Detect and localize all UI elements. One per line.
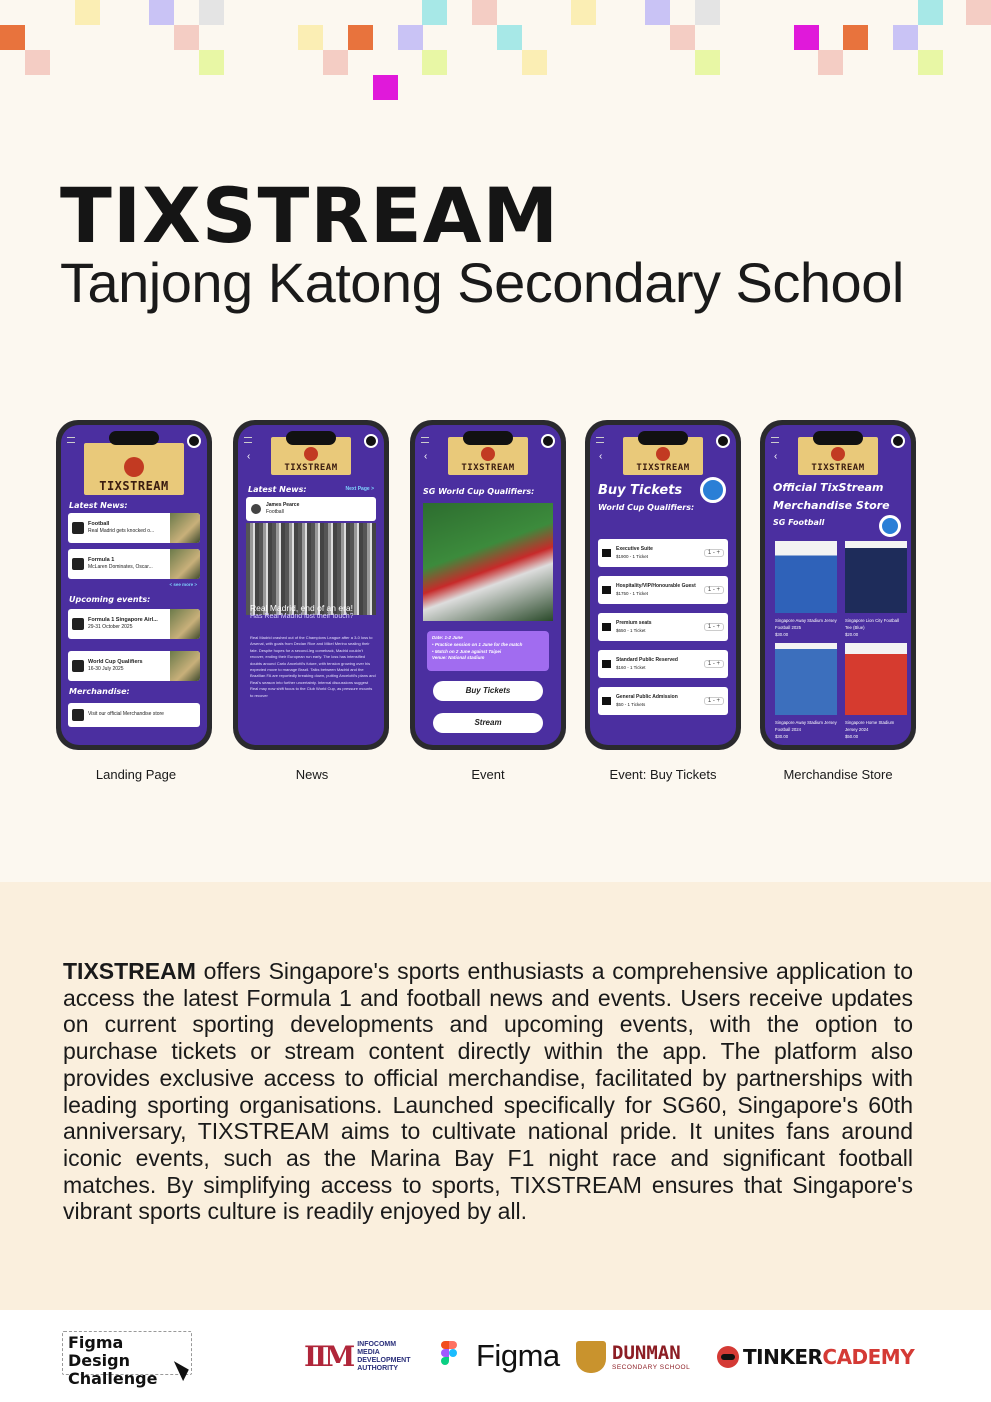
event-card-formula1[interactable]: Formula 1 Singapore Airl... 29-31 October 2025	[68, 609, 200, 639]
phone-merch	[760, 420, 916, 750]
app-logo: TIXSTREAM	[271, 437, 351, 475]
event-thumbnail	[170, 651, 200, 681]
trophy-icon	[72, 660, 84, 672]
article-author: James Pearce Football	[246, 497, 376, 521]
product-card[interactable]: Singapore Home Stadium Jersey 2024 $50.00	[845, 643, 907, 741]
news-screen	[238, 425, 384, 745]
menu-icon[interactable]	[421, 437, 429, 443]
menu-icon[interactable]	[244, 437, 252, 443]
figma-wordmark: Figma	[476, 1338, 560, 1373]
menu-icon[interactable]	[596, 437, 604, 443]
ticket-row: Hospitality/VIP/Honourable Guest $1750 - 1 Ticket 1 - +	[598, 576, 728, 604]
product-card[interactable]: Singapore Away Stadium Jersey Football 2025 $30.00	[775, 541, 837, 639]
menu-icon[interactable]	[67, 437, 75, 443]
football-icon	[72, 522, 84, 534]
merchandise-heading: Merchandise:	[69, 687, 130, 696]
buy-tickets-button[interactable]: Buy Tickets	[433, 681, 543, 701]
ticket-row: Premium seats $650 - 1 Ticket 1 - +	[598, 613, 728, 641]
buy-tickets-screen	[590, 425, 736, 745]
back-icon[interactable]: ‹	[774, 451, 778, 462]
product-card[interactable]: Singapore Away Stadium Jersey Football 2024 $30.00	[775, 643, 837, 741]
back-icon[interactable]: ‹	[424, 451, 428, 462]
quantity-stepper[interactable]: 1 - +	[704, 697, 724, 705]
quantity-stepper[interactable]: 1 - +	[704, 586, 724, 594]
merch-heading-2: Merchandise Store	[773, 499, 890, 512]
basketball-icon	[481, 447, 495, 461]
landing-screen	[61, 425, 207, 745]
app-logo: TIXSTREAM	[84, 443, 184, 495]
product-image	[845, 541, 907, 613]
event-image	[423, 503, 553, 621]
phone-notch	[109, 431, 159, 445]
caption-merch: Merchandise Store	[783, 767, 893, 782]
product-image	[775, 541, 837, 613]
upcoming-events-heading: Upcoming events:	[69, 595, 151, 604]
ticket-row: General Public Admission $50 - 1 Tickets 1 - +	[598, 687, 728, 715]
account-icon[interactable]	[891, 434, 905, 448]
latest-news-heading: Latest News:	[69, 501, 128, 510]
page-title: TIXSTREAM	[60, 171, 560, 260]
quantity-stepper[interactable]: 1 - +	[704, 549, 724, 557]
article-image	[246, 523, 376, 615]
news-thumbnail	[170, 549, 200, 579]
back-icon[interactable]: ‹	[599, 451, 603, 462]
phone-notch	[813, 431, 863, 445]
article-body: Real Madrid crashed out of the Champions League after a 3-0 loss to Arsenal, with goals from Declan Rice and Mikel Merino sealing their fate. Despite hopes for a second-leg comeback, Madrid couldn't recover, ending their European run early. The loss has intensified doubts around Carlo Ancelotti's future, with tension growing over his expected move to manage Brazil. Talks between Madrid and the Brazilian FA are reportedly breaking down, putting Ancelotti's plans and Real's season into further uncertainty. Internal discussions suggest Real may now shift focus to the Club World Cup, as pressure mounts to recover	[250, 635, 376, 698]
ticket-icon	[602, 660, 611, 668]
ticket-icon	[602, 549, 611, 557]
flag-icon	[72, 618, 84, 630]
ticket-row: Executive Suite $1900 - 1 Ticket 1 - +	[598, 539, 728, 567]
tinkercademy-logo: TINKER CADEMY	[717, 1345, 914, 1369]
author-avatar	[251, 504, 261, 514]
account-icon[interactable]	[364, 434, 378, 448]
latest-news-heading: Latest News:	[248, 485, 307, 494]
caption-buy-tickets: Event: Buy Tickets	[609, 767, 717, 782]
fas-badge-icon	[879, 515, 901, 537]
caption-news: News	[295, 767, 329, 782]
dunman-crest-icon	[576, 1341, 606, 1373]
app-logo: TIXSTREAM	[798, 437, 878, 475]
phone-landing	[56, 420, 212, 750]
next-page-link[interactable]: Next Page >	[345, 486, 374, 492]
world-cup-subheading: World Cup Qualifiers:	[598, 503, 695, 512]
back-icon[interactable]: ‹	[247, 451, 251, 462]
phone-notch	[638, 431, 688, 445]
phone-news	[233, 420, 389, 750]
news-card-formula1[interactable]: Formula 1 McLaren Dominates, Oscar...	[68, 549, 200, 579]
product-image	[775, 643, 837, 715]
merch-screen	[765, 425, 911, 745]
phone-buy-tickets	[585, 420, 741, 750]
see-more-link[interactable]: < see more >	[169, 582, 197, 587]
figma-icon	[441, 1341, 457, 1367]
basketball-icon	[656, 447, 670, 461]
event-details: Date: 1-2 June • Practice session on 1 June for the match • Match on 2 June against Taipei Venue: National stadium	[427, 631, 549, 671]
stream-button[interactable]: Stream	[433, 713, 543, 733]
phone-event	[410, 420, 566, 750]
imda-mark-icon: IIM	[304, 1340, 353, 1373]
school-name: Tanjong Katong Secondary School	[60, 251, 904, 314]
event-card-world-cup[interactable]: World Cup Qualifiers 16-30 July 2025	[68, 651, 200, 681]
imda-logo: IIM INFOCOMM MEDIA DEVELOPMENT AUTHORITY	[304, 1340, 411, 1373]
product-card[interactable]: Singapore Lion City Football Tee (Blue) $20.00	[845, 541, 907, 639]
merch-heading-1: Official TixStream	[773, 481, 884, 494]
ticket-icon	[602, 623, 611, 631]
caption-event: Event	[471, 767, 505, 782]
event-screen	[415, 425, 561, 745]
tinkercademy-glasses-icon	[717, 1346, 739, 1368]
ticket-icon	[602, 586, 611, 594]
phone-notch	[463, 431, 513, 445]
caption-landing: Landing Page	[95, 767, 177, 782]
event-heading: SG World Cup Qualifiers:	[423, 487, 535, 496]
basketball-icon	[124, 457, 144, 477]
shirt-icon	[72, 709, 84, 721]
app-logo: TIXSTREAM	[448, 437, 528, 475]
app-logo: TIXSTREAM	[623, 437, 703, 475]
merch-subheading: SG Football	[773, 518, 825, 527]
menu-icon[interactable]	[771, 437, 779, 443]
race-car-icon	[72, 558, 84, 570]
dunman-logo: DUNMAN SECONDARY SCHOOL	[576, 1341, 690, 1373]
basketball-icon	[831, 447, 845, 461]
quantity-stepper[interactable]: 1 - +	[704, 660, 724, 668]
account-icon[interactable]	[541, 434, 555, 448]
account-icon[interactable]	[187, 434, 201, 448]
event-thumbnail	[170, 609, 200, 639]
phone-notch	[286, 431, 336, 445]
account-icon[interactable]	[716, 434, 730, 448]
news-thumbnail	[170, 513, 200, 543]
product-image	[845, 643, 907, 715]
project-description: TIXSTREAM offers Singapore's sports enthusiasts a comprehensive application to access the latest Formula 1 and football news and events. Users receive updates on current sporting developments and upcoming events, with the option to purchase tickets or stream content directly within the app. The platform also provides exclusive access to official merchandise, facilitated by partnerships with leading sporting organisations. Launched specifically for SG60, Singapore's 60th anniversary, TIXSTREAM aims to cultivate national pride. It unites fans around iconic events, such as the Marina Bay F1 night race and significant football matches. By simplifying access to sports, TIXSTREAM ensures that Singapore's vibrant sports culture is readily enjoyed by all.	[63, 958, 913, 1225]
figma-design-challenge-logo: Figma Design Challenge	[62, 1331, 192, 1375]
basketball-icon	[304, 447, 318, 461]
fas-badge-icon	[700, 477, 726, 503]
ticket-row: Standard Public Reserved $160 - 1 Ticket 1 - +	[598, 650, 728, 678]
ticket-icon	[602, 697, 611, 705]
quantity-stepper[interactable]: 1 - +	[704, 623, 724, 631]
buy-tickets-heading: Buy Tickets	[598, 483, 683, 498]
article-title: Real Madrid, end of an era! Has Real Madrid lost their touch?	[250, 603, 354, 621]
merch-store-link[interactable]: Visit our official Merchandise store	[68, 703, 200, 727]
news-card-football[interactable]: Football Real Madrid gets knocked o...	[68, 513, 200, 543]
